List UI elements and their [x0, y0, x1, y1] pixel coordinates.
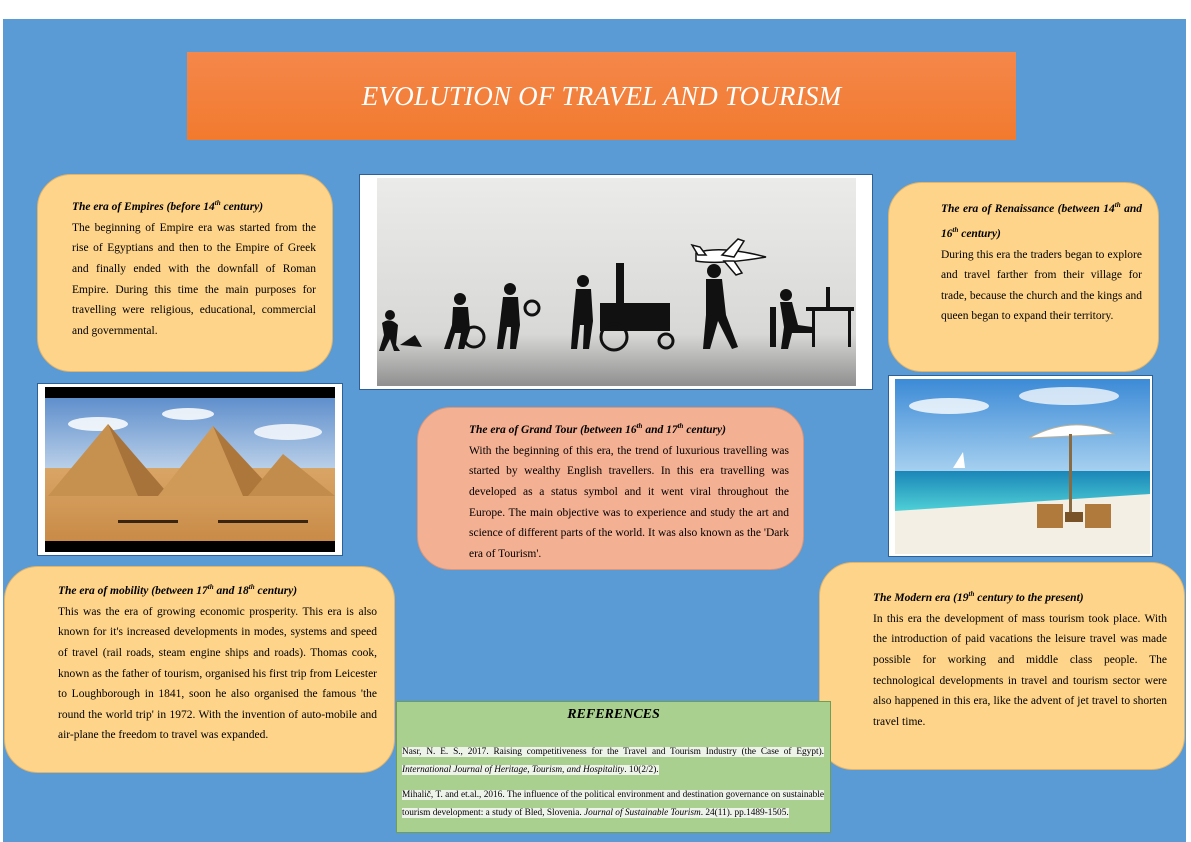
era-modern-heading: The Modern era (19th century to the present) [873, 590, 1084, 604]
era-mobility-text: This was the era of growing economic prosperity. This era is also known for it's increased developments in modes, systems and speed of travel (rail roads, steam engine ships and roads). Thomas cook, known as the father of tourism, organised his first trip from Leicester to Loughborough in 1841, soon he also organised the famous 'the round the world trip' in 1972. With the invention of auto-mobile and air-plane the freedom to travel was expanded. [58, 605, 377, 742]
reference-item: Nasr, N. E. S., 2017. Raising competitiveness for the Travel and Tourism Industry (the Case of Egypt). International Journal of Heritage, Tourism, and Hospitality. 10(2/2). [402, 747, 824, 775]
evolution-silhouette-icon [360, 175, 872, 389]
era-empires-box [37, 174, 333, 372]
beach-photo-icon [889, 376, 1152, 556]
era-renaissance-text: During this era the traders began to explore and travel farther from their village for trade, because the church and the kings and queen began to expand their territory. [941, 248, 1142, 323]
era-mobility-box [4, 566, 395, 773]
era-empires-heading: The era of Empires (before 14th century) [72, 199, 264, 213]
beach-image [888, 375, 1153, 557]
page-title: EVOLUTION OF TRAVEL AND TOURISM [361, 80, 842, 111]
pyramids-image [37, 383, 343, 556]
title-banner [187, 52, 1016, 140]
era-grand-tour-box [417, 407, 804, 570]
evolution-image [359, 174, 873, 390]
era-modern-text: In this era the development of mass tourism took place. With the introduction of paid vacations the leisure travel was made possible for working and middle class people. The technological developments in travel and tourism sector were also happened in this era, like the advent of jet travel to shorten travel time. [873, 612, 1167, 728]
era-grand-tour-heading: The era of Grand Tour (between 16th and 17th century) [469, 422, 726, 436]
era-empires-text: The beginning of Empire era was started from the rise of Egyptians and then to the Empire of Greek and finally ended with the downfall of Roman Empire. During this time the main purposes for travelling were religious, educational, commercial and governmental. [72, 221, 316, 337]
era-renaissance-box [888, 182, 1159, 372]
era-modern-box [819, 562, 1185, 770]
era-renaissance-heading: The era of Renaissance (between 14th and 16th century) [941, 201, 1142, 240]
reference-item: Mihalič, T. and et.al., 2016. The influence of the political environment and destination governance on sustainable tourism development: a study of Bled, Slovenia. Journal of Sustainable Tourism. 24(11). pp.1489-1505. [402, 790, 824, 818]
pyramids-photo-icon [38, 384, 342, 555]
references-box [396, 701, 831, 833]
era-grand-tour-text: With the beginning of this era, the trend of luxurious travelling was started by wealthy English travellers. In this era travelling was developed as a status symbol and it went viral throughout the Europe. The main objective was to experience and study the art and science of different parts of the world. It was also known as the 'Dark era of Tourism'. [469, 444, 789, 560]
era-mobility-heading: The era of mobility (between 17th and 18th century) [58, 583, 298, 597]
references-heading: REFERENCES [567, 707, 660, 722]
